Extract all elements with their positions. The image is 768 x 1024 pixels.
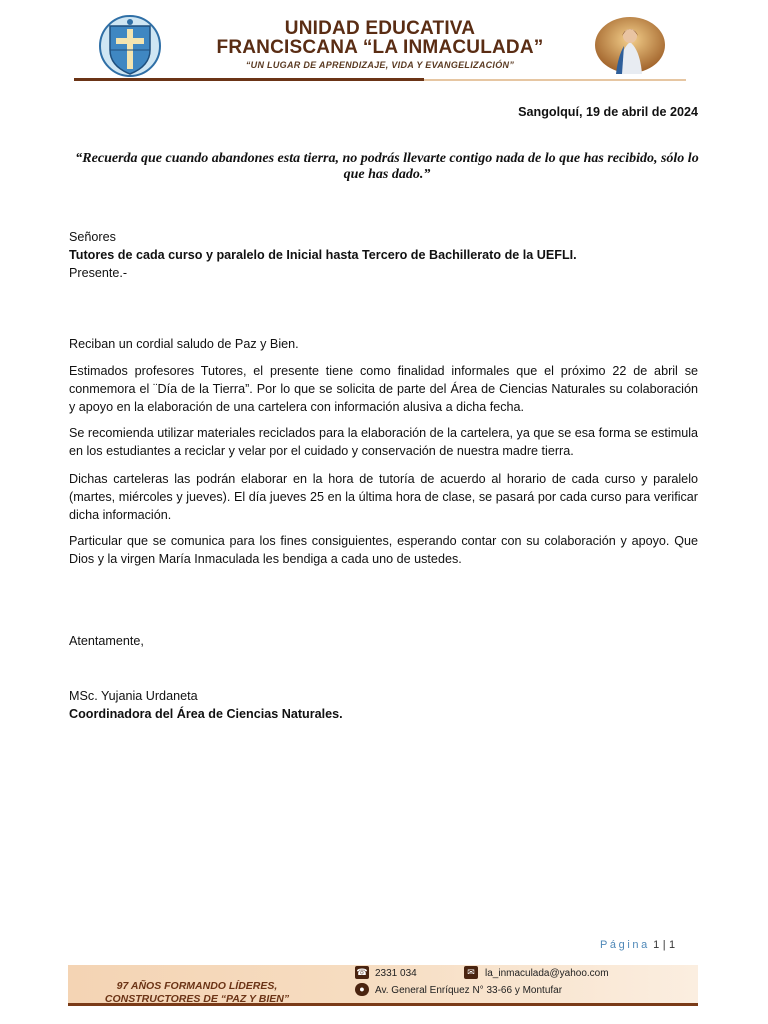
page-number-label: Página [600,939,650,951]
letter-paragraph: Se recomienda utilizar materiales reciclados para la elaboración de la cartelera, ya que se esa forma se estimula en los estudiantes a reciclar y velar por el cuidado y conservación de nuestra madre tierra. [69,426,698,458]
school-motto: “UN LUGAR DE APRENDIZAJE, VIDA Y EVANGELIZACIÓN” [245,60,515,70]
letter-closing: Atentamente, [69,634,144,648]
envelope-icon: ✉ [464,966,478,979]
footer-slogan-line1: 97 AÑOS FORMANDO LÍDERES, [116,980,278,992]
phone-icon: ☎ [356,967,368,977]
addressee-line2: Tutores de cada curso y paralelo de Inicial hasta Tercero de Bachillerato de la UEFLI. [69,248,577,262]
virgin-mary-portrait-icon [594,16,666,74]
signer-title: Coordinadora del Área de Ciencias Naturales. [69,707,343,721]
header-divider-light [424,79,686,81]
footer-address: Av. General Enríquez N° 33-66 y Montufar [375,985,563,996]
school-name-line1: UNIDAD EDUCATIVA [284,18,476,39]
location-pin-icon: ● [355,983,369,996]
page-number-value: 1 | 1 [653,939,676,951]
franciscan-cross-shield-icon [96,14,164,78]
page-number [600,939,675,951]
letter-paragraph: Particular que se comunica para los fines consiguientes, esperando contar con su colaboración y apoyo. Que Dios y la virgen María Inmaculada les bendiga a cada uno de ustedes. [69,534,698,566]
signer-name: MSc. Yujania Urdaneta [69,689,198,703]
addressee-line1: Señores [69,230,116,244]
addressee-line3: Presente.- [69,266,128,280]
footer-slogan-line2: CONSTRUCTORES DE “PAZ Y BIEN” [104,993,290,1005]
letter-greeting: Reciban un cordial saludo de Paz y Bien. [69,337,299,351]
school-name-line2: FRANCISCANA “LA INMACULADA” [216,37,544,58]
letter-date: Sangolquí, 19 de abril de 2024 [518,105,698,119]
footer-phone: 2331 034 [375,968,417,979]
footer-email: la_inmaculada@yahoo.com [485,968,609,979]
header-divider [74,78,424,81]
letter-paragraph: Dichas carteleras las podrán elaborar en la hora de tutoría de acuerdo al horario de cada curso y paralelo (martes, miércoles y jueves). El día jueves 25 en la última hora de clase, se pasará por cada curso para verificar dicha información. [69,472,698,522]
letter-quote: “Recuerda que cuando abandones esta tierra, no podrás llevarte contigo nada de lo que has recibido, sólo lo que has dado.” [75,151,699,182]
footer-slogan [72,980,322,1006]
letter-paragraph: Estimados profesores Tutores, el presente tiene como finalidad informales que el próximo 22 de abril se conmemora el ¨Día de la Tierra”. Por lo que se solicita de parte del Área de Ciencias Naturales su colaboración y apoyo en la elaboración de una cartelera con información alusiva a dicha fecha. [69,364,698,414]
